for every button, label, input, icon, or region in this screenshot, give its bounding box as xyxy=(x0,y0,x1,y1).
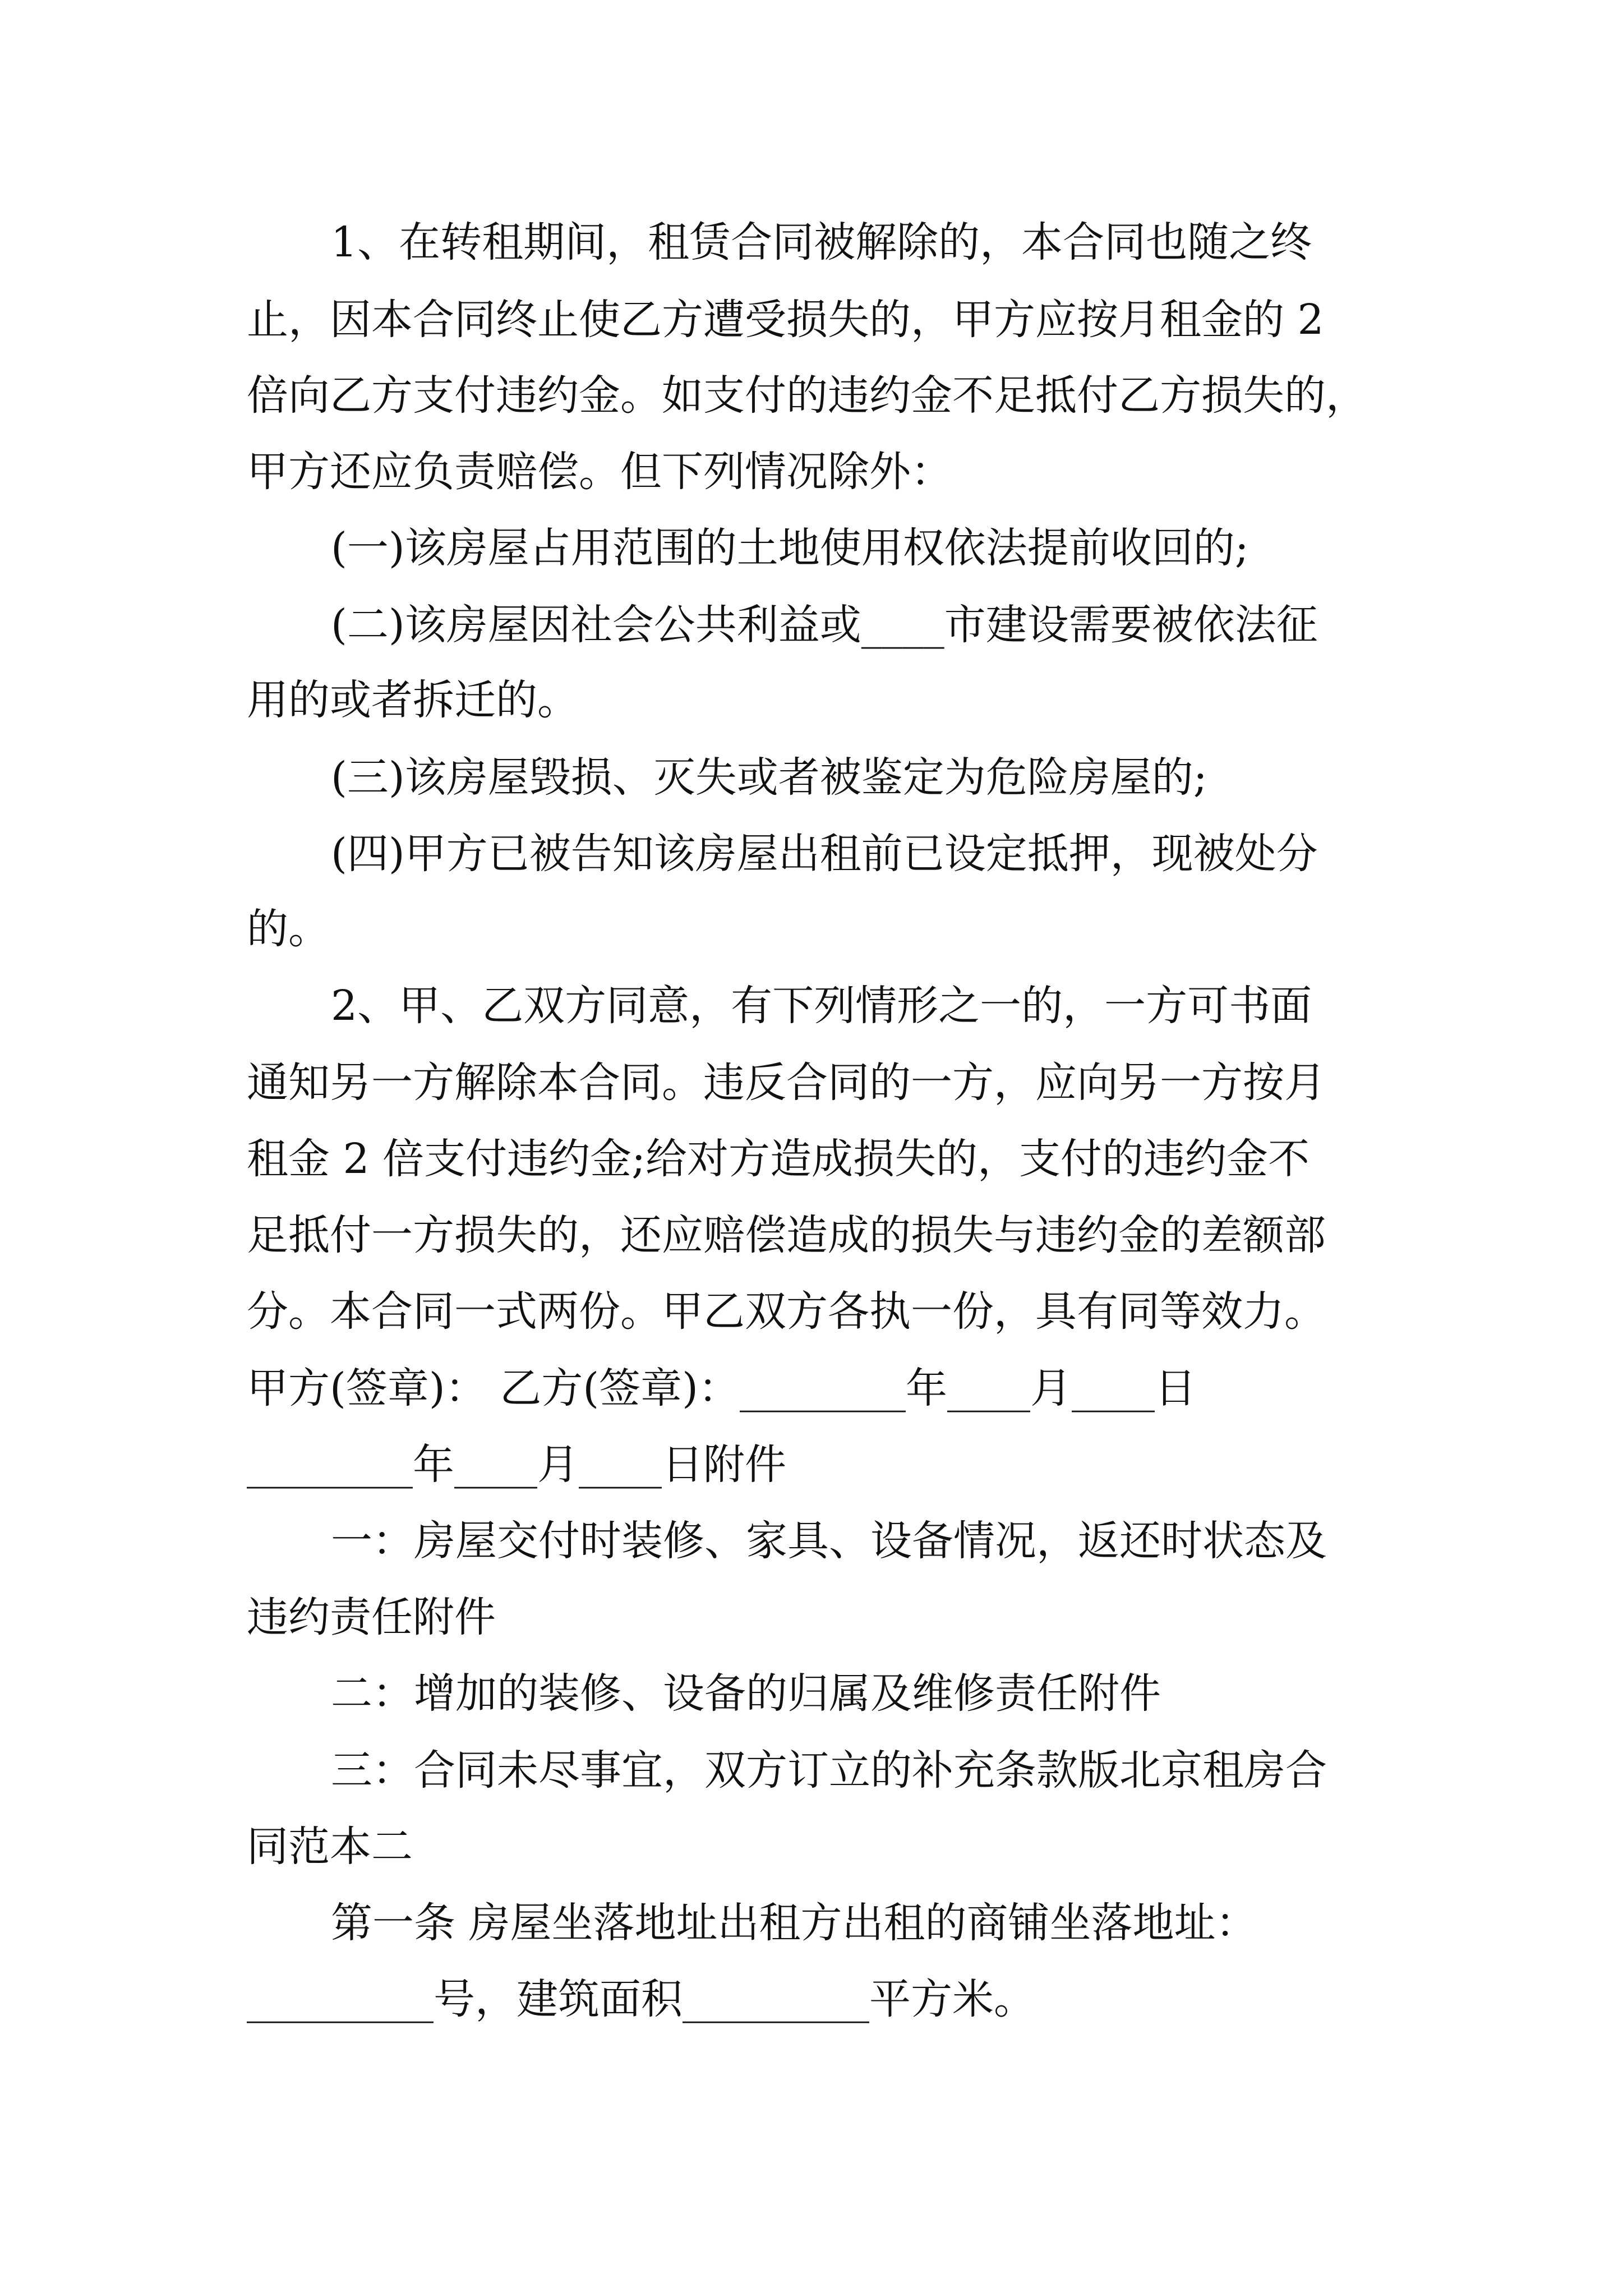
clause-2-line-2: 通知另一方解除本合同。违反合同的一方，应向另一方按月 xyxy=(247,1059,1326,1107)
attachment-1-line-1: 一：房屋交付时装修、家具、设备情况，返还时状态及 xyxy=(331,1517,1327,1565)
signature-line: 甲方(签章)： 乙方(签章)：________年____月____日 xyxy=(247,1364,1197,1412)
clause-1-line-1: 1、在转租期间，租赁合同被解除的，本合同也随之终 xyxy=(331,218,1312,266)
exception-3: (三)该房屋毁损、灭失或者被鉴定为危险房屋的; xyxy=(331,753,1207,802)
clause-1-line-3: 倍向乙方支付违约金。如支付的违约金不足抵付乙方损失的， xyxy=(247,371,1367,420)
clause-1-line-2: 止，因本合同终止使乙方遭受损失的，甲方应按月租金的 2 xyxy=(247,296,1324,344)
clause-2-line-5: 分。本合同一式两份。甲乙双方各执一份，具有同等效力。 xyxy=(247,1287,1326,1336)
exception-1: (一)该房屋占用范围的土地使用权依法提前收回的; xyxy=(331,524,1249,572)
article-1-line-1: 第一条 房屋坐落地址出租方出租的商铺坐落地址： xyxy=(331,1899,1257,1947)
date-attachment-line: ________年____月____日附件 xyxy=(247,1441,786,1489)
attachment-2: 二：增加的装修、设备的归属及维修责任附件 xyxy=(331,1669,1161,1718)
clause-2-line-4: 足抵付一方损失的，还应赔偿造成的损失与违约金的差额部 xyxy=(247,1211,1326,1259)
attachment-3-line-2: 同范本二 xyxy=(247,1823,413,1871)
article-1-line-2: _________号，建筑面积_________平方米。 xyxy=(247,1975,1035,2023)
clause-2-line-1: 2、甲、乙双方同意，有下列情形之一的，一方可书面 xyxy=(331,982,1312,1030)
clause-1-line-4: 甲方还应负责赔偿。但下列情况除外： xyxy=(247,448,952,496)
exception-2-line-2: 用的或者拆迁的。 xyxy=(247,676,579,724)
exception-4-line-1: (四)甲方已被告知该房屋出租前已设定抵押，现被处分 xyxy=(331,830,1318,878)
exception-2-line-1: (二)该房屋因社会公共利益或____市建设需要被依法征 xyxy=(331,601,1318,649)
attachment-1-line-2: 违约责任附件 xyxy=(247,1593,496,1641)
attachment-3-line-1: 三：合同未尽事宜，双方订立的补充条款版北京租房合 xyxy=(331,1746,1327,1795)
exception-4-line-2: 的。 xyxy=(247,905,330,953)
clause-2-line-3: 租金 2 倍支付违约金;给对方造成损失的，支付的违约金不 xyxy=(247,1135,1310,1183)
